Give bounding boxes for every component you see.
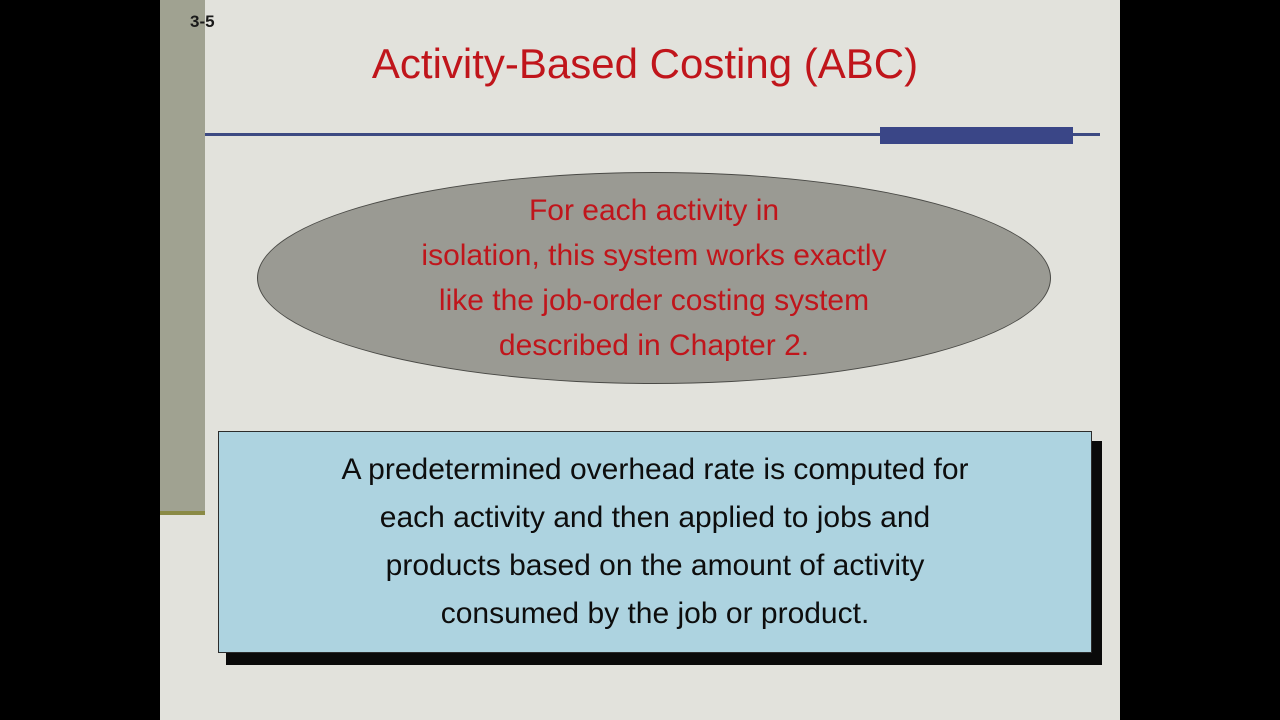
statement-line-1: A predetermined overhead rate is computed for <box>341 453 969 486</box>
slide-number: 3-5 <box>190 12 215 31</box>
title-divider-block <box>880 127 1073 144</box>
statement-line-3: products based on the amount of activity <box>385 549 925 582</box>
callout-line-4: described in Chapter 2. <box>498 329 810 362</box>
statement-line-4: consumed by the job or product. <box>440 597 870 630</box>
callout-line-2: isolation, this system works exactly <box>421 239 887 272</box>
statement-box <box>218 431 1092 653</box>
callout-line-3: like the job-order costing system <box>438 284 870 317</box>
left-band-accent <box>160 511 205 515</box>
callout-text <box>381 188 926 368</box>
page-title: Activity-Based Costing (ABC) <box>371 40 919 87</box>
statement-line-2: each activity and then applied to jobs and <box>379 501 931 534</box>
left-decorative-band <box>160 0 205 511</box>
slide-canvas <box>160 0 1120 720</box>
statement-text <box>327 446 982 638</box>
callout-line-1: For each activity in <box>528 194 780 227</box>
callout-ellipse <box>257 172 1051 384</box>
